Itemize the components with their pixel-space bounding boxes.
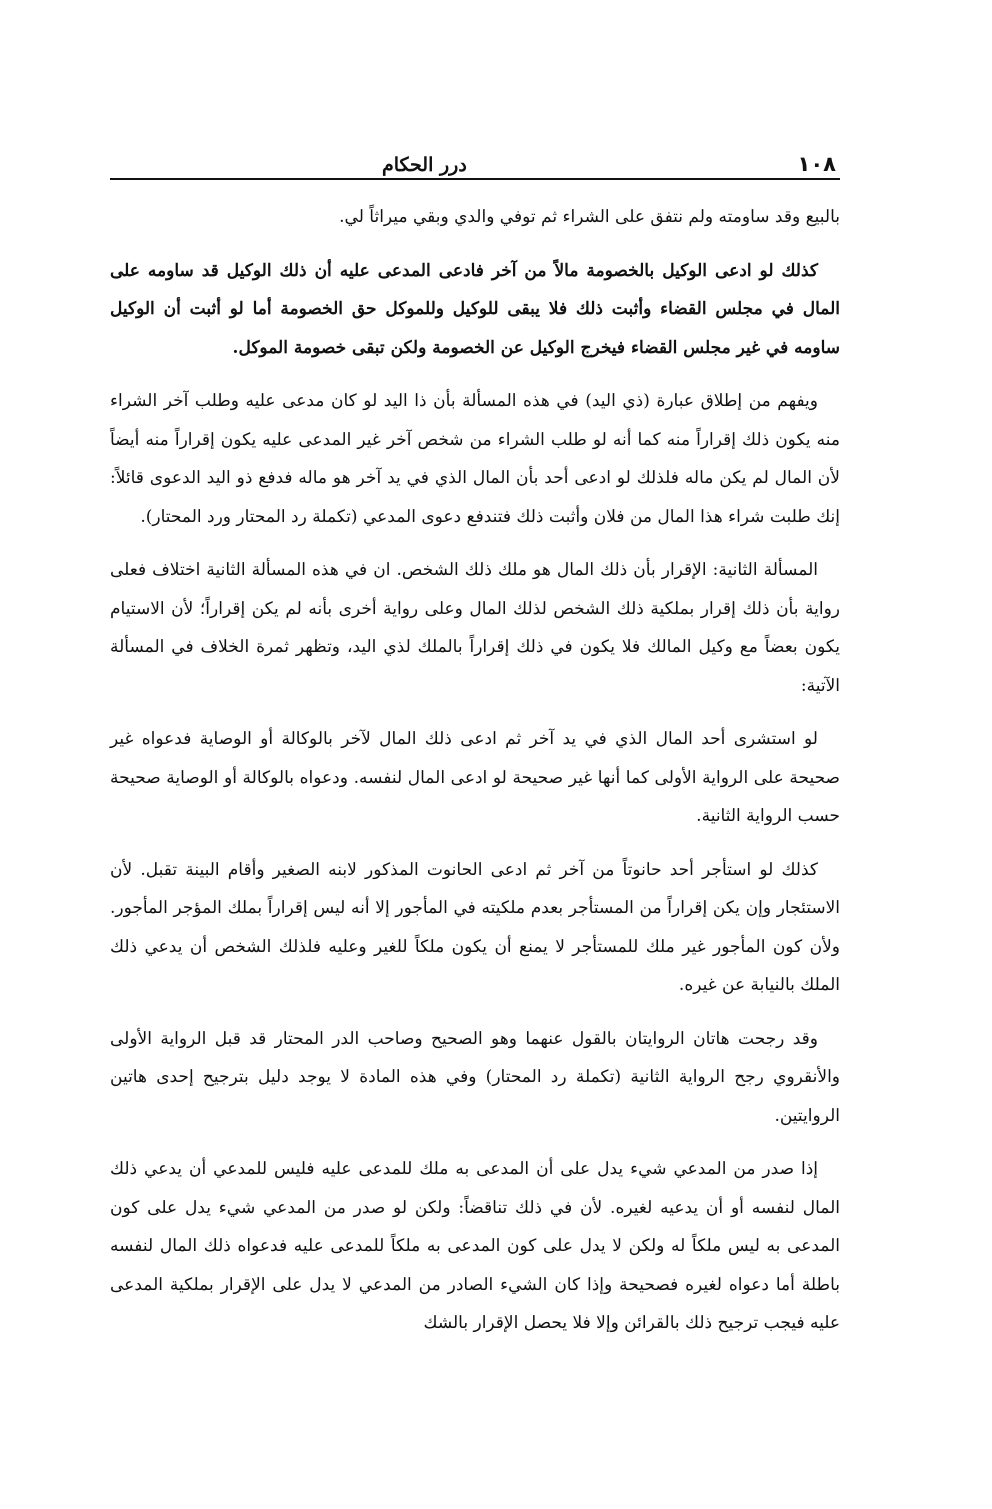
book-title: درر الحكام [382, 154, 467, 176]
running-header [110, 140, 840, 180]
paragraph-8: إذا صدر من المدعي شيء يدل على أن المدعى به ملك للمدعى عليه فليس للمدعي أن يدعي ذلك المال لنفسه أو أن يدعيه لغيره. لأن في ذلك تناقضاً: ولكن لو صدر من المدعي شيء يدل على كون المدعى به ليس ملكاً له ولكن لا يدل على كون المدعى به ملكاً للمدعى عليه فدعواه ذلك المال لنفسه باطلة أما دعواه لغيره فصحيحة وإذا كان الشيء الصادر من المدعي لا يدل على الإقرار بملكية المدعى عليه فيجب ترجيح ذلك بالقرائن وإلا فلا يحصل الإقرار بالشك [110, 1159, 840, 1333]
paragraph-6: كذلك لو استأجر أحد حانوتاً من آخر ثم ادعى الحانوت المذكور لابنه الصغير وأقام البينة تقبل. لأن الاستئجار وإن يكن إقراراً من المستأجر بعدم ملكيته في المأجور إلا أنه ليس إقراراً بملك المؤجر المأجور. ولأن كون المأجور غير ملك للمستأجر لا يمنع أن يكون ملكاً للغير وعليه فلذلك الشخص أن يدعي ذلك الملك بالنيابة عن غيره. [110, 859, 840, 995]
page-number: ١٠٨ [797, 152, 836, 176]
paragraph-1: بالبيع وقد ساومته ولم نتفق على الشراء ثم توفي والدي وبقي ميراثاً لي. [339, 207, 840, 227]
paragraph-4: المسألة الثانية: الإقرار بأن ذلك المال هو ملك ذلك الشخص. ان في هذه المسألة الثانية اختلاف فعلى رواية بأن ذلك إقرار بملكية ذلك الشخص لذلك المال وعلى رواية أخرى بأنه لم يكن إقراراً؛ لأن الاستيام يكون بعضاً مع وكيل المالك فلا يكون في ذلك إقراراً بالملك لذي اليد، وتظهر ثمرة الخلاف في المسألة الآتية: [110, 560, 840, 696]
body-text [110, 198, 840, 1343]
paragraph-3: ويفهم من إطلاق عبارة (ذي اليد) في هذه المسألة بأن ذا اليد لو كان مدعى عليه وطلب آخر الشراء منه يكون ذلك إقراراً منه كما أنه لو طلب الشراء من شخص آخر غير المدعى عليه يكون إقراراً منه أيضاً لأن المال لم يكن ماله فلذلك لو ادعى أحد بأن المال الذي في يد آخر هو ماله فدفع ذو اليد الدعوى قائلاً: إنك طلبت شراء هذا المال من فلان وأثبت ذلك فتندفع دعوى المدعي (تكملة رد المحتار ورد المحتار). [110, 391, 840, 527]
paragraph-5: لو استشرى أحد المال الذي في يد آخر ثم ادعى ذلك المال لآخر بالوكالة أو الوصاية فدعواه غير صحيحة على الرواية الأولى كما أنها غير صحيحة لو ادعى المال لنفسه. ودعواه بالوكالة أو الوصاية صحيحة حسب الرواية الثانية. [110, 729, 840, 826]
paragraph-7: وقد رجحت هاتان الروايتان بالقول عنهما وهو الصحيح وصاحب الدر المحتار قد قبل الرواية الأولى والأنقروي رجح الرواية الثانية (تكملة رد المحتار) وفي هذه المادة لا يوجد دليل بترجيح إحدى هاتين الروايتين. [110, 1028, 840, 1126]
paragraph-2: كذلك لو ادعى الوكيل بالخصومة مالاً من آخر فادعى المدعى عليه أن ذلك الوكيل قد ساومه على المال في مجلس القضاء وأثبت ذلك فلا يبقى للوكيل وللموكل حق الخصومة أما لو أثبت أن الوكيل ساومه في غير مجلس القضاء فيخرج الوكيل عن الخصومة ولكن تبقى خصومة الموكل. [110, 260, 840, 358]
document-page [110, 140, 840, 1358]
